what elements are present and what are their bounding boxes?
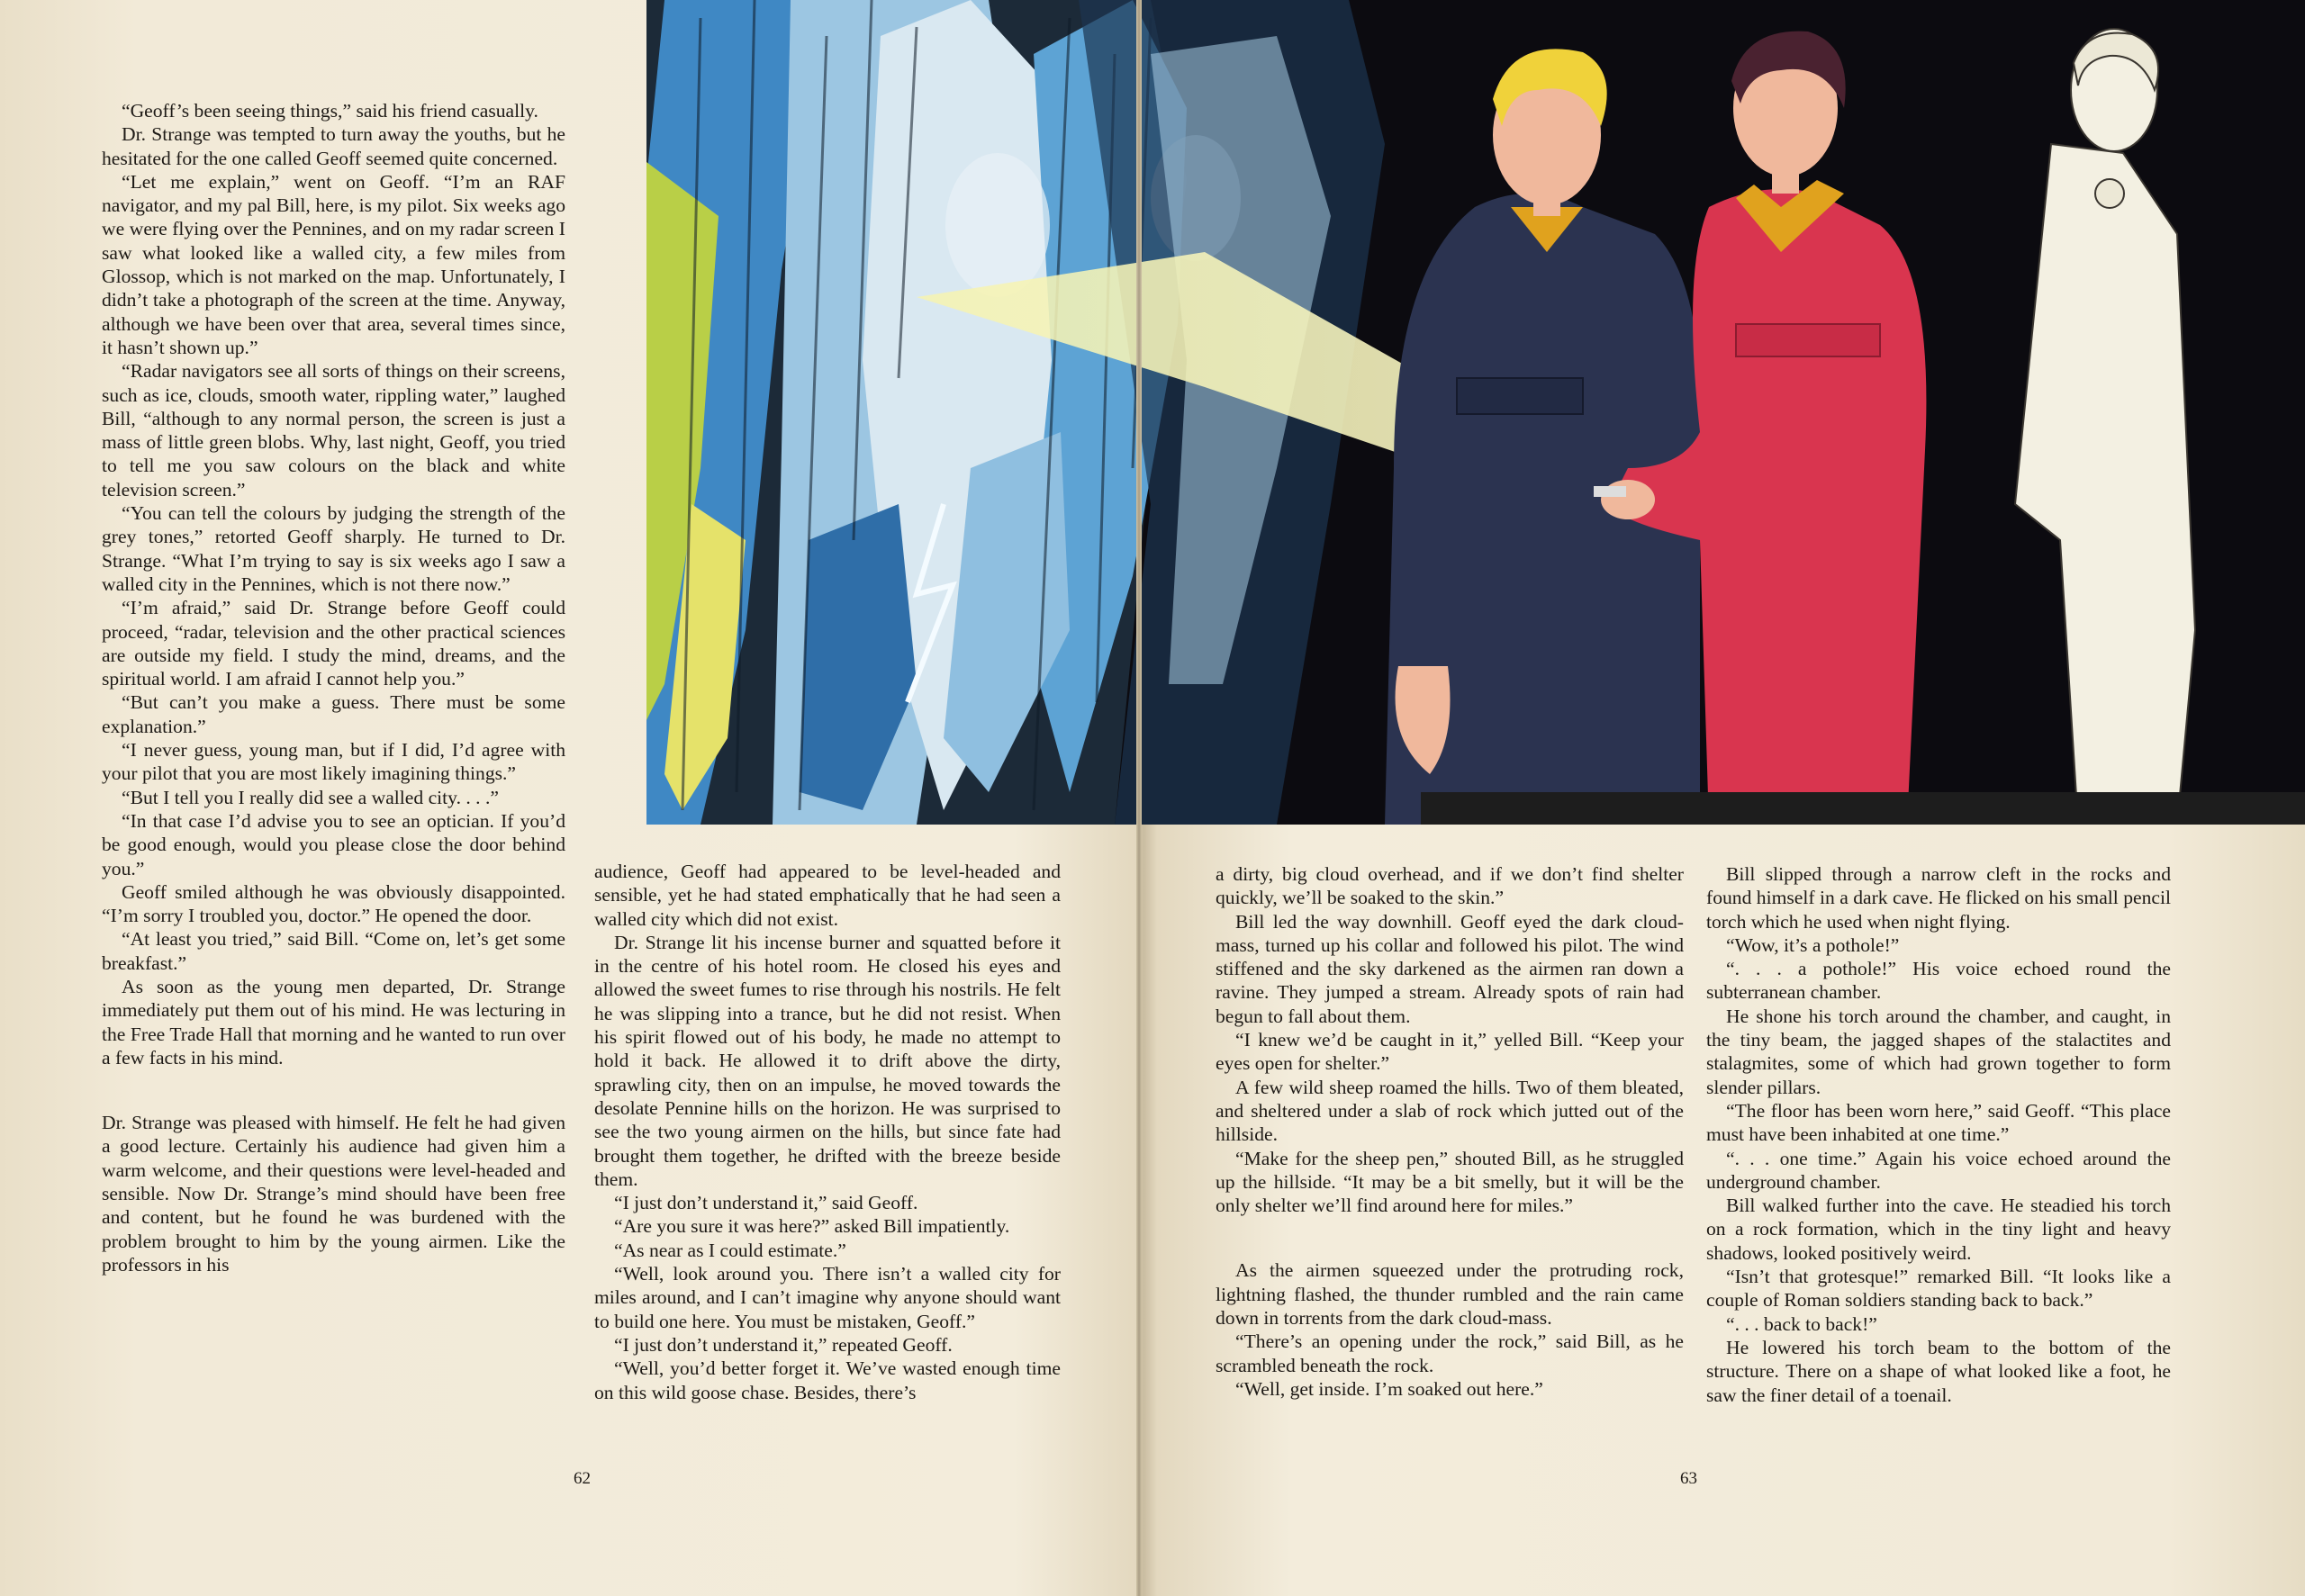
paragraph: Bill walked further into the cave. He steadied his torch on a rock formation, which in the tiny light and heavy shadows, looked positively weird. [1706, 1195, 2171, 1264]
paragraph: Bill led the way downhill. Geoff eyed the dark cloud-mass, turned up his collar and followed his pilot. The wind stiffened and the sky darkened as the airmen ran down a ravine. They jumped a stream. Already spots of rain had begun to fall about them. [1216, 910, 1684, 1027]
paragraph: “I knew we’d be caught in it,” yelled Bill. “Keep your eyes open for shelter.” [1216, 1029, 1684, 1075]
paragraph: “Geoff’s been seeing things,” said his friend casually. [122, 100, 538, 122]
paragraph: “I just don’t understand it,” repeated Geoff. [614, 1333, 953, 1356]
paragraph: “Well, get inside. I’m soaked out here.” [1235, 1377, 1543, 1400]
paragraph: Geoff smiled although he was obviously disappointed. “I’m sorry I troubled you, doctor.” He opened the door. [102, 880, 565, 927]
paragraph: “There’s an opening under the rock,” said Bill, as he scrambled beneath the rock. [1216, 1330, 1684, 1376]
paragraph: Dr. Strange was tempted to turn away the youths, but he hesitated for the one called Geoff seemed quite concerned. [102, 123, 565, 169]
paragraph: “. . . one time.” Again his voice echoed around the underground chamber. [1706, 1147, 2171, 1193]
paragraph: “Make for the sheep pen,” shouted Bill, as he struggled up the hillside. “It may be a bit smelly, but it will be the only shelter we’ll find around here for miles.” [1216, 1147, 1684, 1217]
paragraph: As the airmen squeezed under the protruding rock, lightning flashed, the thunder rumbled and the rain came down in torrents from the dark cloud-mass. [1216, 1259, 1684, 1330]
paragraph: “Are you sure it was here?” asked Bill impatiently. [614, 1215, 1010, 1238]
page-gutter [1136, 0, 1142, 1596]
paragraph: “In that case I’d advise you to see an optician. If you’d be good enough, would you please close the door behind you.” [102, 809, 565, 879]
paragraph: “The floor has been worn here,” said Geoff. “This place must have been inhabited at one time.” [1706, 1099, 2171, 1146]
illustration [646, 0, 2305, 825]
paragraph: “At least you tried,” said Bill. “Come on, let’s get some breakfast.” [102, 928, 565, 974]
paragraph: “I just don’t understand it,” said Geoff. [614, 1192, 918, 1214]
paragraph: “. . . back to back!” [1726, 1312, 1877, 1335]
paragraph: Dr. Strange was pleased with himself. He felt he had given a good lecture. Certainly his audience had given him a warm welcome, and their questions were level-headed and sensible. Now Dr. Strange’s mind should have been free and content, but he found he was burdened with the problem brought to him by the young airmen. Like the professors in his [102, 1112, 565, 1276]
paragraph: He shone his torch around the chamber, and caught, in the tiny beam, the jagged shapes of the stalactites and stalagmites, some of which had grown together to form slender pillars. [1706, 1005, 2171, 1098]
page62-column2 [594, 860, 1061, 1404]
paragraph: “Radar navigators see all sorts of things on their screens, such as ice, clouds, smooth water, rippling water,” laughed Bill, “although to any normal person, the screen is just a mass of little green blobs. Why, last night, Geoff, you tried to tell me you saw colours on the black and white television screen.” [102, 360, 565, 500]
paragraph: “. . . a pothole!” His voice echoed round the subterranean chamber. [1706, 958, 2171, 1004]
page63-column2 [1706, 862, 2171, 1407]
paragraph: Bill slipped through a narrow cleft in the rocks and found himself in a dark cave. He flicked on his small pencil torch which he used when night flying. [1706, 863, 2171, 933]
paragraph: “Isn’t that grotesque!” remarked Bill. “It looks like a couple of Roman soldiers standing back to back.” [1706, 1266, 2171, 1312]
paragraph: “You can tell the colours by judging the strength of the grey tones,” retorted Geoff sharply. He turned to Dr. Strange. “What I’m trying to say is six weeks ago I saw a walled city in the Pennines, which is not there now.” [102, 502, 565, 595]
paragraph: “Let me explain,” went on Geoff. “I’m an RAF navigator, and my pal Bill, here, is my pilot. Six weeks ago we were flying over the Pennines, and on my radar screen I saw what looked like a walled city, a few miles from Glossop, which is not marked on the map. Unfortunately, I didn’t take a photograph of the screen at the time. Anyway, although we have been over that area, several times since, it hasn’t shown up.” [102, 170, 565, 358]
paragraph: A few wild sheep roamed the hills. Two of them bleated, and sheltered under a slab of rock which jutted out of the hillside. [1216, 1076, 1684, 1146]
paragraph: “But I tell you I really did see a walled city. . . .” [122, 786, 499, 808]
paragraph: He lowered his torch beam to the bottom of the structure. There on a shape of what looked like a foot, he saw the finer detail of a toenail. [1706, 1336, 2171, 1406]
paragraph: “As near as I could estimate.” [614, 1239, 846, 1261]
page-number-63: 63 [1680, 1469, 1697, 1488]
page63-column1 [1216, 862, 1684, 1401]
paragraph: “I never guess, young man, but if I did, I’d agree with your pilot that you are most likely imagining things.” [102, 739, 565, 785]
paragraph: “But can’t you make a guess. There must be some explanation.” [102, 691, 565, 737]
page62-column1 [102, 99, 565, 1276]
paragraph: “I’m afraid,” said Dr. Strange before Geoff could proceed, “radar, television and the other practical sciences are outside my field. I study the mind, dreams, and the spiritual world. I am afraid I cannot help you.” [102, 597, 565, 690]
paragraph: As soon as the young men departed, Dr. Strange immediately put them out of his mind. He was lecturing in the Free Trade Hall that morning and he wanted to run over a few facts in his mind. [102, 975, 565, 1069]
paragraph: Dr. Strange lit his incense burner and squatted before it in the centre of his hotel room. He closed his eyes and allowed the sweet fumes to rise through his nostrils. He felt he was slipping into a trance, but he did not resist. When his spirit flowed out of his body, he made no attempt to hold it back. He allowed it to drift above the dirty, sprawling city, then on an impulse, he moved towards the desolate Pennine hills on the horizon. He was surprised to see the two young airmen on the hills, but since fate had brought them together, he drifted with the breeze beside them. [594, 931, 1061, 1190]
paragraph: audience, Geoff had appeared to be level-headed and sensible, yet he had stated emphatically that he had seen a walled city which did not exist. [594, 861, 1061, 930]
cave-rock-formation [646, 0, 1385, 825]
paragraph: “Well, you’d better forget it. We’ve wasted enough time on this wild goose chase. Besides, there’s [594, 1357, 1061, 1403]
paragraph: “Well, look around you. There isn’t a walled city for miles around, and I can’t imagine why anyone should want to build one here. You must be mistaken, Geoff.” [594, 1263, 1061, 1332]
page-number-62: 62 [574, 1469, 591, 1488]
paragraph: a dirty, big cloud overhead, and if we don’t find shelter quickly, we’ll be soaked to the skin.” [1216, 863, 1684, 909]
paragraph: “Wow, it’s a pothole!” [1726, 933, 1900, 956]
